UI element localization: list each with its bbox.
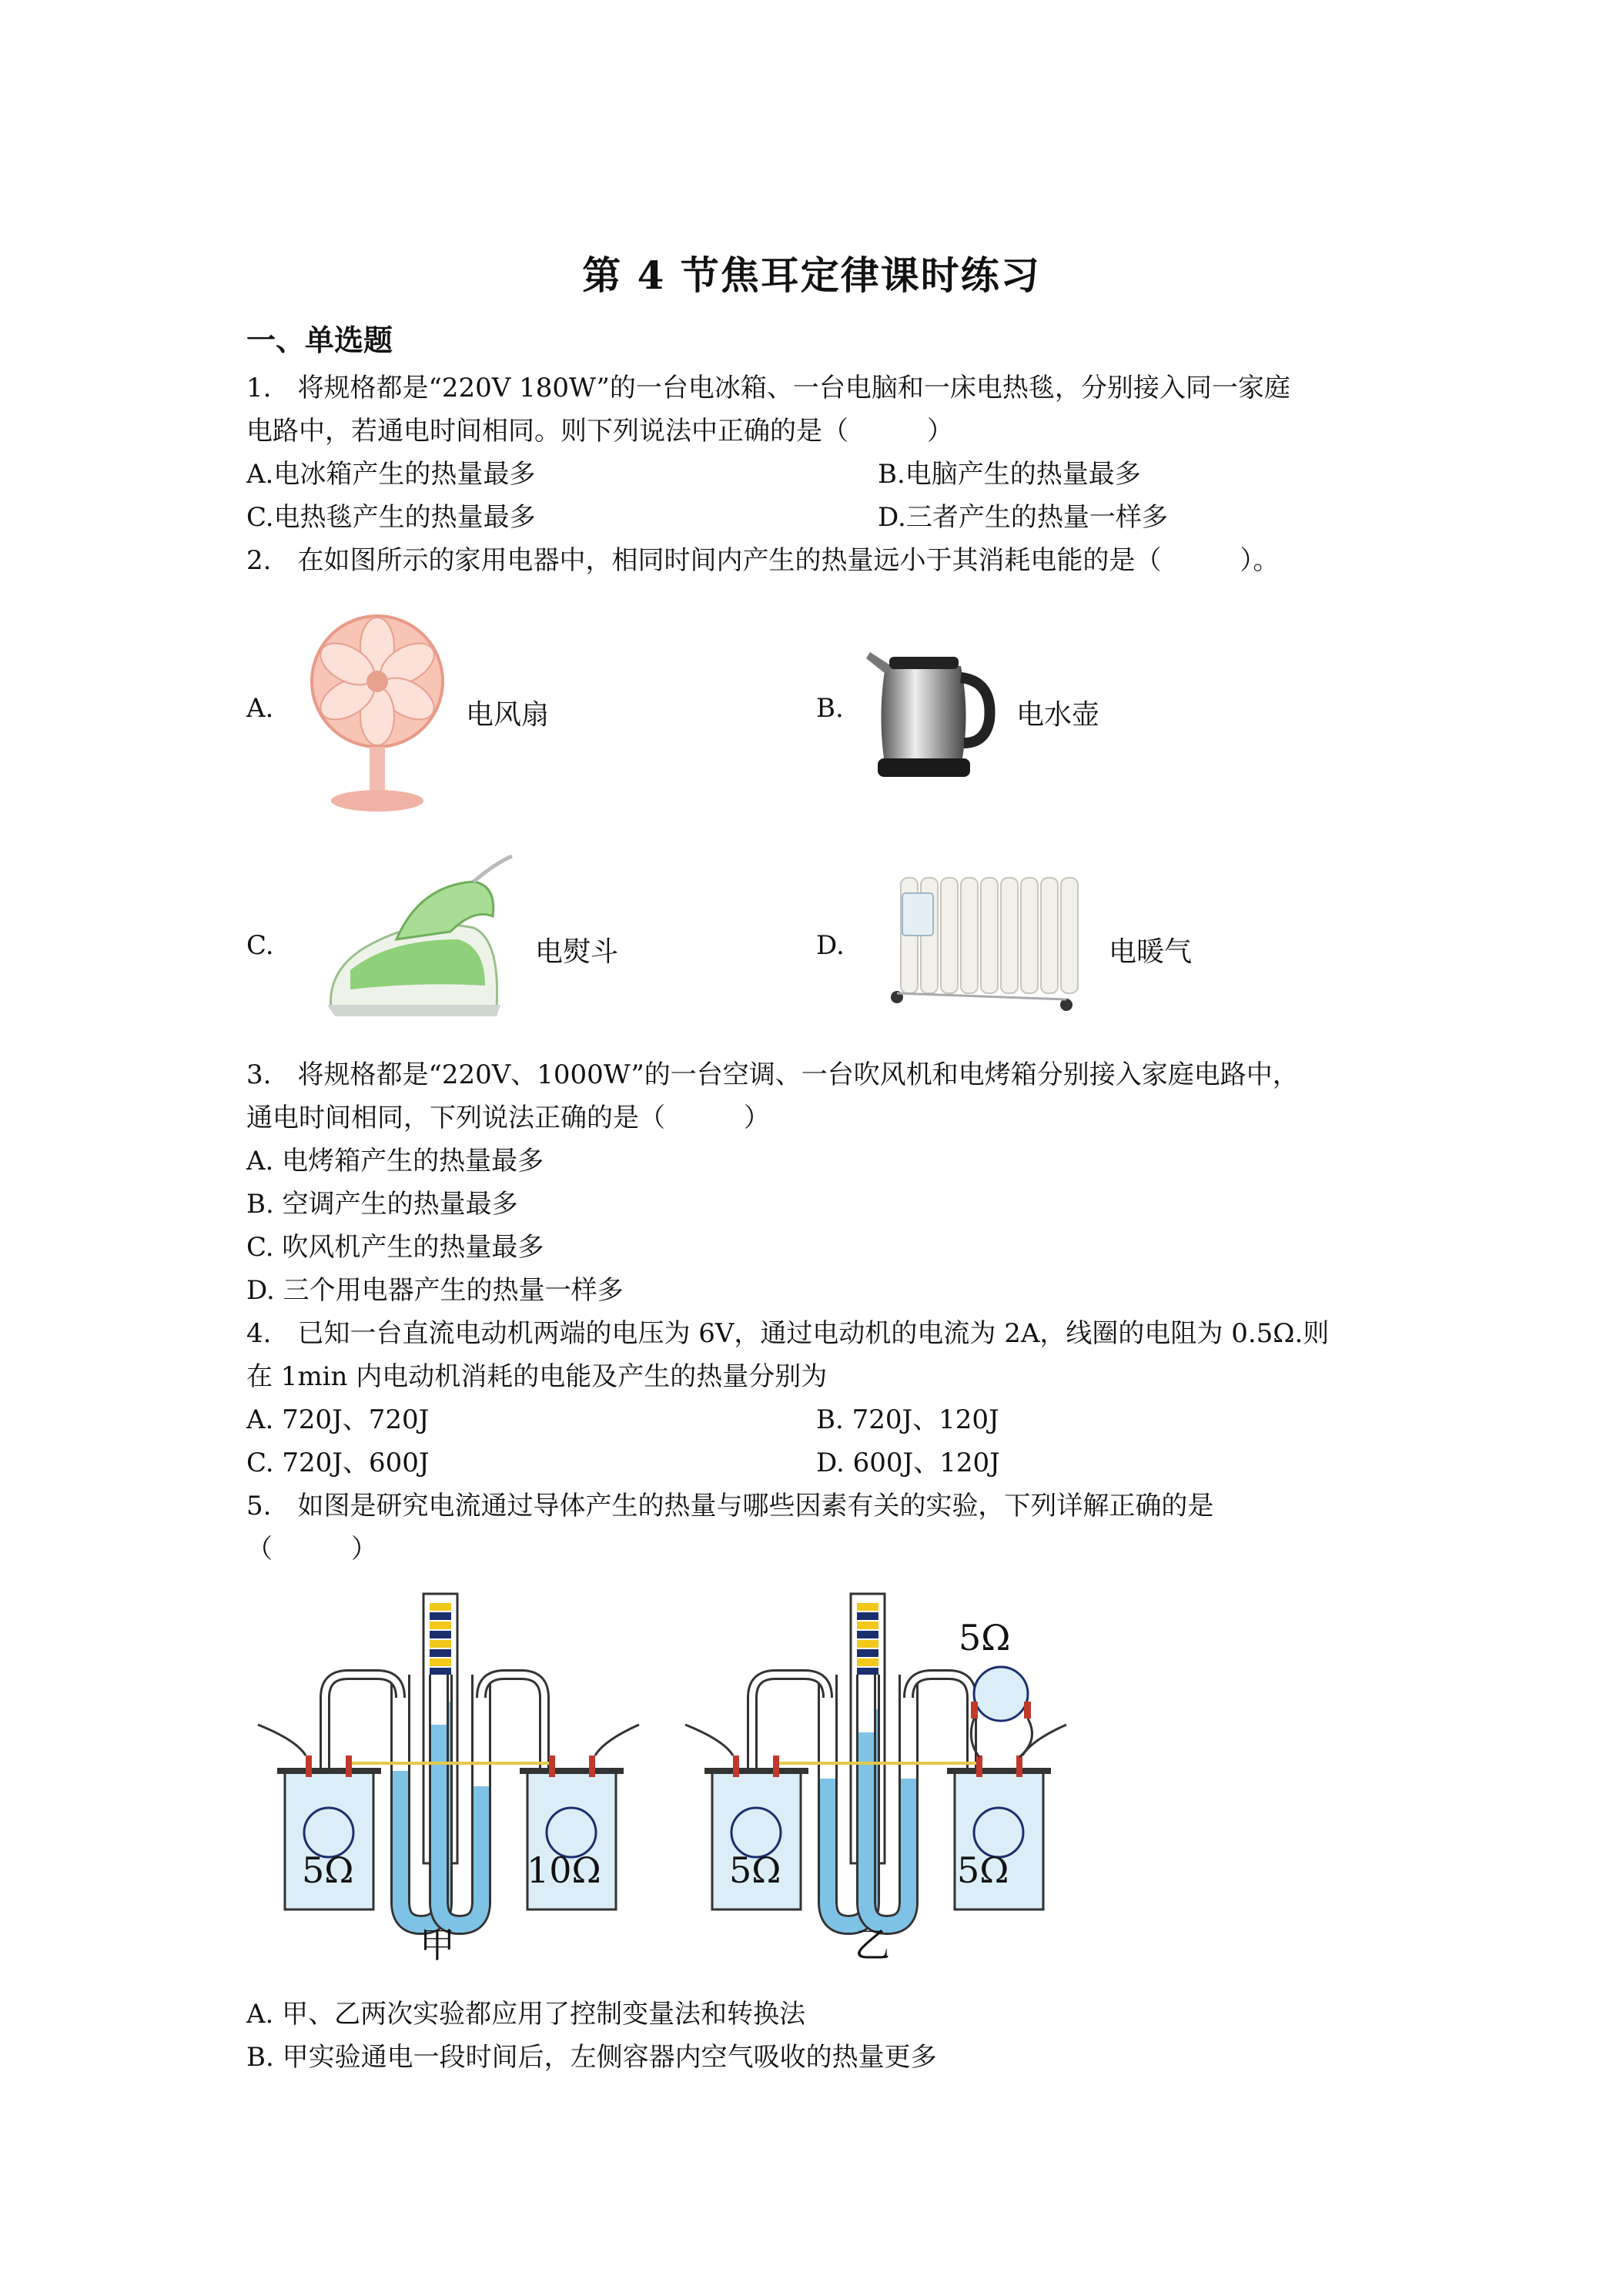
experiment-figure-yi [678, 1586, 1078, 1971]
q4-text-line2: 在 1min 内电动机消耗的电能及产生的热量分别为 [246, 1361, 828, 1392]
q3-option-c: C. 吹风机产生的热量最多 [246, 1232, 544, 1263]
q4-option-d: D. 600J、120J [816, 1448, 1000, 1478]
q2-text-line1: 2. 在如图所示的家用电器中，相同时间内产生的热量远小于其消耗电能的是（ ）。 [246, 545, 1280, 576]
q5-option-b: B. 甲实验通电一段时间后，左侧容器内空气吸收的热量更多 [246, 2042, 937, 2073]
q3-option-d: D. 三个用电器产生的热量一样多 [246, 1275, 624, 1306]
oil-heater-image [885, 870, 1086, 1016]
jia-right-resistor-label: 10Ω [527, 1849, 601, 1891]
q1-text-line1: 1. 将规格都是“220V 180W”的一台电冰箱、一台电脑和一床电热毯，分别接入同一家庭 [246, 373, 1290, 403]
yi-left-resistor-label: 5Ω [729, 1849, 781, 1891]
q2-option-b-name: 电水壶 [1016, 699, 1100, 731]
q2-option-d-letter: D. [816, 930, 845, 961]
electric-fan-image [304, 612, 450, 816]
q3-option-a: A. 电烤箱产生的热量最多 [246, 1146, 544, 1176]
electric-iron-image [320, 855, 520, 1020]
experiment-figure-jia [250, 1586, 651, 1971]
q3-text-line1: 3. 将规格都是“220V、1000W”的一台空调、一台吹风机和电烤箱分别接入家庭电路中， [246, 1059, 1299, 1090]
page-title: 第 4 节焦耳定律课时练习 [582, 253, 1041, 298]
q2-option-a-letter: A. [246, 693, 274, 724]
q4-option-a: A. 720J、720J [246, 1404, 430, 1435]
q4-text-line1: 4. 已知一台直流电动机两端的电压为 6V，通过电动机的电流为 2A，线圈的电阻为 0.5Ω.则 [246, 1318, 1330, 1349]
q5-option-a: A. 甲、乙两次实验都应用了控制变量法和转换法 [246, 1999, 806, 2030]
q4-option-b: B. 720J、120J [816, 1404, 999, 1435]
electric-kettle-image [862, 635, 1001, 782]
q2-option-a-name: 电风扇 [466, 699, 550, 731]
yi-right-resistor-label: 5Ω [957, 1849, 1009, 1891]
yi-caption: 乙 [855, 1924, 890, 1966]
jia-caption: 甲 [420, 1924, 455, 1966]
q5-text-line2: （ ） [246, 1534, 377, 1565]
yi-external-resistor-label: 5Ω [959, 1617, 1011, 1658]
q2-option-c-name: 电熨斗 [535, 936, 619, 968]
q3-text-line2: 通电时间相同，下列说法正确的是（ ） [246, 1103, 770, 1133]
q2-option-c-letter: C. [246, 930, 274, 961]
q2-option-d-name: 电暖气 [1109, 936, 1193, 968]
jia-left-resistor-label: 5Ω [302, 1849, 354, 1891]
q5-text-line1: 5. 如图是研究电流通过导体产生的热量与哪些因素有关的实验，下列详解正确的是 [246, 1491, 1214, 1521]
q2-option-b-letter: B. [816, 693, 844, 724]
section-heading: 一、单选题 [246, 323, 393, 357]
q1-text-line2: 电路中，若通电时间相同。则下列说法中正确的是（ ） [246, 416, 953, 447]
q4-option-c: C. 720J、600J [246, 1448, 430, 1478]
q1-option-a: A.电冰箱产生的热量最多 [246, 459, 536, 490]
q1-option-b: B.电脑产生的热量最多 [878, 459, 1141, 490]
q1-option-c: C.电热毯产生的热量最多 [246, 502, 536, 533]
q1-option-d: D.三者产生的热量一样多 [878, 502, 1168, 533]
q3-option-b: B. 空调产生的热量最多 [246, 1189, 518, 1220]
